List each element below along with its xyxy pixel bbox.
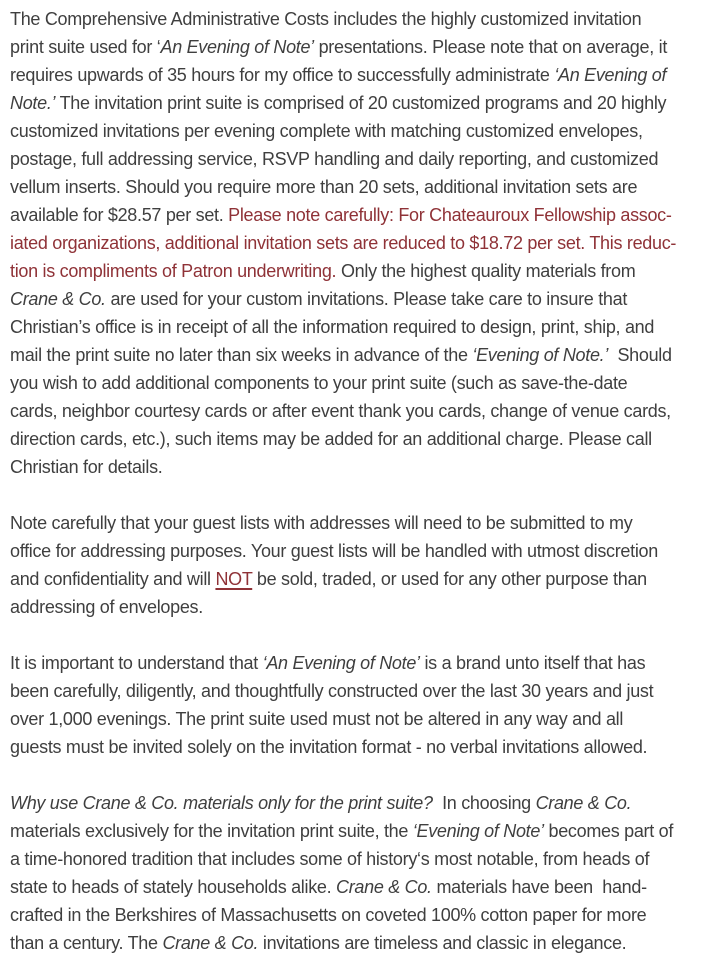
text-line bbox=[10, 929, 704, 957]
text-line bbox=[10, 173, 704, 201]
body-text-run: Christian’s office is in receipt of all the information required to design, print, ship, and bbox=[10, 317, 655, 337]
body-text-run: cards, neighbor courtesy cards or after event thank you cards, change of venue cards, bbox=[10, 401, 671, 421]
red-note-run: Please note carefully: For Chateauroux Fellowship assoc- bbox=[228, 205, 672, 225]
body-text-run: direction cards, etc.), such items may be added for an additional charge. Please call bbox=[10, 429, 652, 449]
body-text-run: than a century. The bbox=[10, 933, 163, 953]
text-line bbox=[10, 817, 704, 845]
text-line bbox=[10, 845, 704, 873]
body-text-run: presentations. Please note that on average, it bbox=[313, 37, 668, 57]
italic-title-run: ‘Evening of Note.’ bbox=[472, 345, 609, 365]
text-line bbox=[10, 733, 704, 761]
text-line bbox=[10, 229, 704, 257]
text-line bbox=[10, 565, 704, 593]
body-text-run: Christian for details. bbox=[10, 457, 163, 477]
body-text-run: guests must be invited solely on the invitation format - no verbal invitations allowed. bbox=[10, 737, 648, 757]
italic-title-run: Note.’ bbox=[10, 93, 56, 113]
text-line bbox=[10, 789, 704, 817]
red-note-run: iated organizations, additional invitation sets are reduced to $18.72 per set. This reduc- bbox=[10, 233, 677, 253]
text-line bbox=[10, 453, 704, 481]
body-text-run: materials exclusively for the invitation print suite, the bbox=[10, 821, 413, 841]
text-line bbox=[10, 257, 704, 285]
text-line bbox=[10, 705, 704, 733]
body-text-run: postage, full addressing service, RSVP handling and daily reporting, and customized bbox=[10, 149, 659, 169]
paragraph-1 bbox=[10, 5, 704, 481]
paragraph-2 bbox=[10, 509, 704, 621]
italic-title-run: ‘An Evening of Note’ bbox=[262, 653, 420, 673]
text-line bbox=[10, 901, 704, 929]
text-line bbox=[10, 117, 704, 145]
italic-title-run: Crane & Co. bbox=[336, 877, 432, 897]
text-line bbox=[10, 145, 704, 173]
text-line bbox=[10, 873, 704, 901]
body-text-run: In choosing bbox=[432, 793, 536, 813]
body-text-run: invitations are timeless and classic in elegance. bbox=[258, 933, 627, 953]
body-text-run: Note carefully that your guest lists with addresses will need to be submitted to my bbox=[10, 513, 633, 533]
body-text-run: addressing of envelopes. bbox=[10, 597, 203, 617]
body-text-run: a time-honored tradition that includes some of history‘s most notable, from heads of bbox=[10, 849, 650, 869]
document-text bbox=[10, 5, 704, 957]
text-line bbox=[10, 285, 704, 313]
text-line bbox=[10, 509, 704, 537]
body-text-run: vellum inserts. Should you require more than 20 sets, additional invitation sets are bbox=[10, 177, 638, 197]
body-text-run: been carefully, diligently, and thoughtfully constructed over the last 30 years and just bbox=[10, 681, 654, 701]
italic-title-run: Crane & Co. bbox=[535, 793, 632, 813]
text-line bbox=[10, 649, 704, 677]
body-text-run: crafted in the Berkshires of Massachusetts on coveted 100% cotton paper for more bbox=[10, 905, 647, 925]
text-line bbox=[10, 313, 704, 341]
italic-title-run: Why use Crane & Co. materials only for the print suite? bbox=[10, 793, 433, 813]
text-line bbox=[10, 369, 704, 397]
text-line bbox=[10, 61, 704, 89]
body-text-run: state to heads of stately households alike. bbox=[10, 877, 337, 897]
text-line bbox=[10, 425, 704, 453]
body-text-run: Only the highest quality materials from bbox=[340, 261, 636, 281]
text-line bbox=[10, 89, 704, 117]
text-line bbox=[10, 201, 704, 229]
text-line bbox=[10, 537, 704, 565]
italic-title-run: ‘Evening of Note’ bbox=[412, 821, 544, 841]
body-text-run: you wish to add additional components to your print suite (such as save-the-date bbox=[10, 373, 628, 393]
body-text-run: mail the print suite no later than six weeks in advance of the bbox=[10, 345, 473, 365]
body-text-run: Should bbox=[608, 345, 672, 365]
text-line bbox=[10, 677, 704, 705]
not-underlined-emphasis: NOT bbox=[215, 569, 253, 589]
body-text-run: be sold, traded, or used for any other purpose than bbox=[252, 569, 647, 589]
red-note-run: tion is compliments of Patron underwriting. bbox=[10, 261, 341, 281]
body-text-run: office for addressing purposes. Your guest lists will be handled with utmost discretion bbox=[10, 541, 658, 561]
text-line bbox=[10, 397, 704, 425]
paragraph-4 bbox=[10, 789, 704, 957]
body-text-run: available for $28.57 per set. bbox=[10, 205, 229, 225]
body-text-run: customized invitations per evening complete with matching customized envelopes, bbox=[10, 121, 643, 141]
italic-title-run: Crane & Co. bbox=[10, 289, 106, 309]
body-text-run: becomes part of bbox=[543, 821, 674, 841]
body-text-run: over 1,000 evenings. The print suite used must not be altered in any way and all bbox=[10, 709, 624, 729]
body-text-run: The Comprehensive Administrative Costs includes the highly customized invitation bbox=[10, 9, 642, 29]
italic-title-run: An Evening of Note’ bbox=[160, 37, 314, 57]
body-text-run: are used for your custom invitations. Please take care to insure that bbox=[105, 289, 628, 309]
body-text-run: The invitation print suite is comprised of 20 customized programs and 20 highly bbox=[55, 93, 667, 113]
paragraph-3 bbox=[10, 649, 704, 761]
body-text-run: print suite used for ‘ bbox=[10, 37, 161, 57]
body-text-run: requires upwards of 35 hours for my office to successfully administrate bbox=[10, 65, 555, 85]
body-text-run: is a brand unto itself that has bbox=[419, 653, 646, 673]
body-text-run: and confidentiality and will bbox=[10, 569, 216, 589]
text-line bbox=[10, 593, 704, 621]
text-line bbox=[10, 33, 704, 61]
italic-title-run: Crane & Co. bbox=[162, 933, 259, 953]
body-text-run: It is important to understand that bbox=[10, 653, 263, 673]
text-line bbox=[10, 341, 704, 369]
text-line bbox=[10, 5, 704, 33]
italic-title-run: ‘An Evening of bbox=[554, 65, 667, 85]
body-text-run: materials have been hand- bbox=[431, 877, 647, 897]
